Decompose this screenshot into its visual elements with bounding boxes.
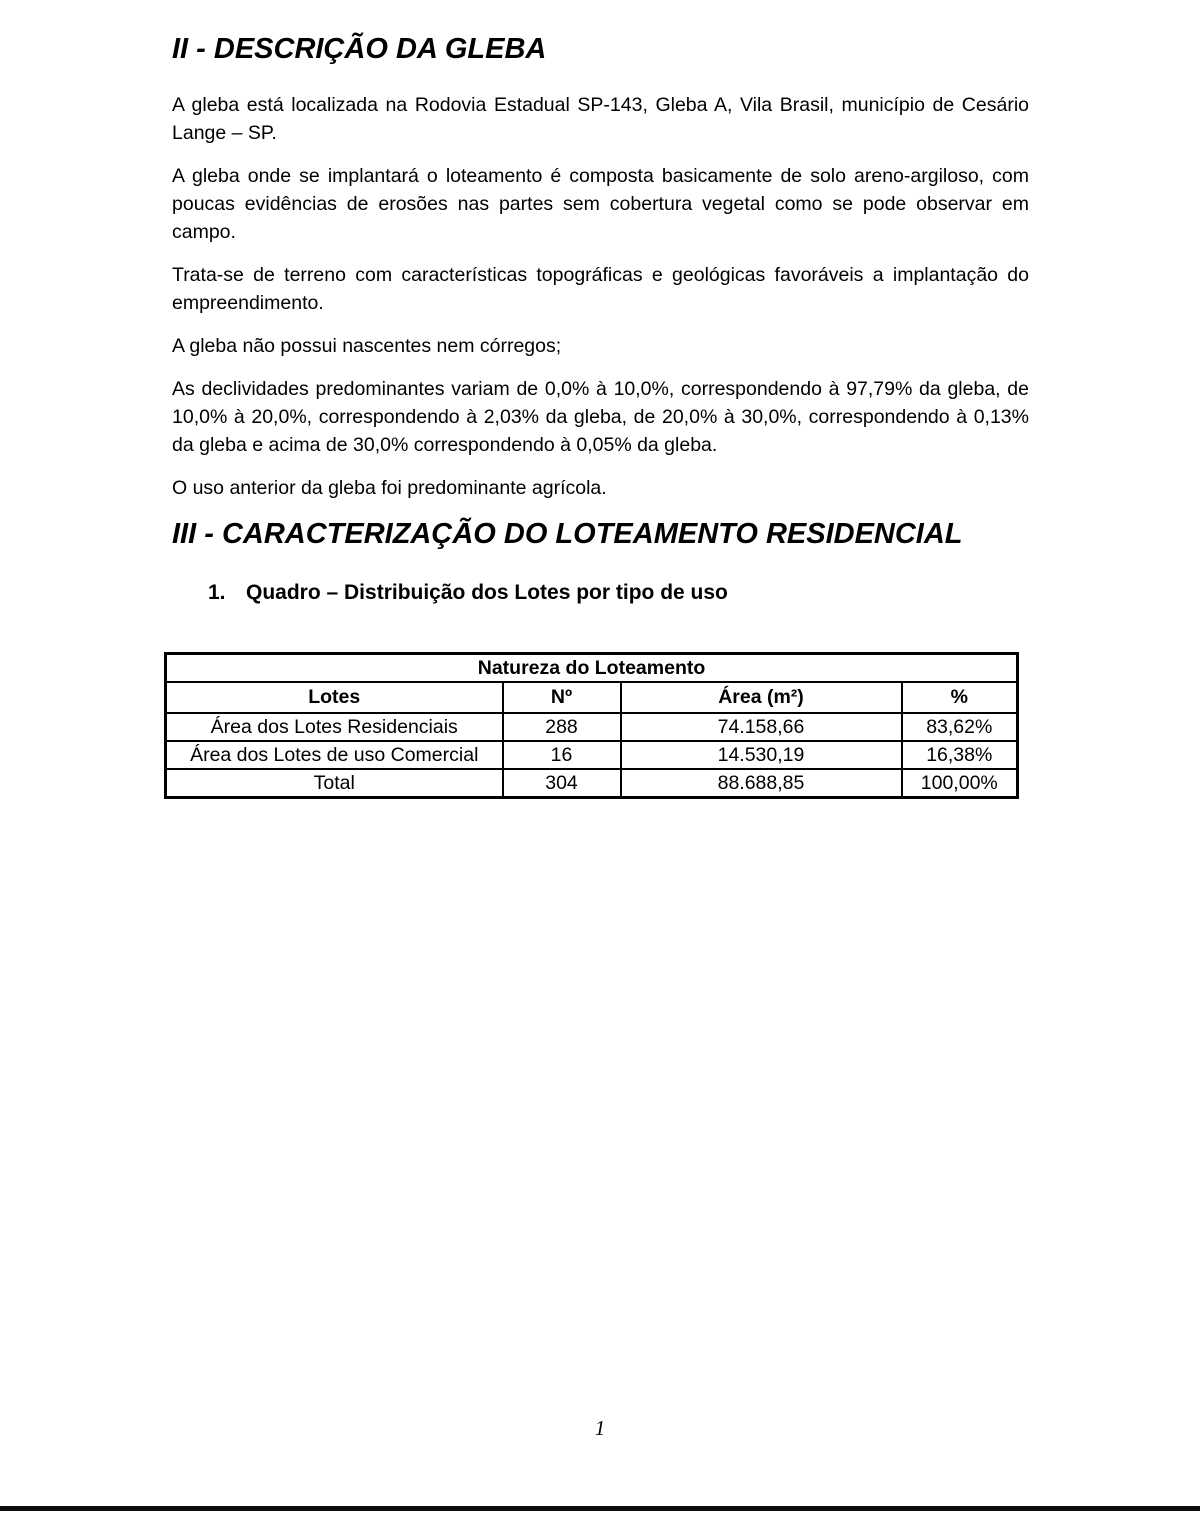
- table-cell: 100,00%: [902, 769, 1018, 798]
- section-heading-iii: III - CARACTERIZAÇÃO DO LOTEAMENTO RESIDENCIAL: [172, 518, 963, 550]
- table-cell: 74.158,66: [621, 713, 902, 741]
- document-content: [172, 0, 1029, 799]
- table-cell: Total: [166, 769, 503, 798]
- paragraph-soil: A gleba onde se implantará o loteamento é composta basicamente de solo areno-argiloso, com poucas evidências de erosões nas partes sem cobertura vegetal como se pode observar em campo.: [172, 165, 1029, 243]
- list-item-label: Quadro – Distribuição dos Lotes por tipo de uso: [246, 581, 728, 604]
- paragraph-slopes: As declividades predominantes variam de 0,0% à 10,0%, correspondendo à 97,79% da gleba, de 10,0% à 20,0%, correspondendo à 2,03% da gleba, de 20,0% à 30,0%, correspondendo à 0,13% da gleba e acima de 30,0% correspondendo à 0,05% da gleba.: [172, 378, 1029, 456]
- table-cell: 16,38%: [902, 741, 1018, 769]
- paragraph-terrain: Trata-se de terreno com características topográficas e geológicas favoráveis a implantação do empreendimento.: [172, 264, 1029, 314]
- table-title: Natureza do Loteamento: [166, 654, 1018, 683]
- table-row-total: [166, 769, 1018, 798]
- table-cell: 88.688,85: [621, 769, 902, 798]
- column-header-area: Área (m²): [621, 682, 902, 713]
- paragraph-previous-use: O uso anterior da gleba foi predominante agrícola.: [172, 477, 607, 499]
- table-cell: 16: [503, 741, 621, 769]
- column-header-lotes: Lotes: [166, 682, 503, 713]
- section-heading-ii: II - DESCRIÇÃO DA GLEBA: [172, 33, 547, 65]
- table-row-comercial: [166, 741, 1018, 769]
- table-cell: 304: [503, 769, 621, 798]
- table-cell: Área dos Lotes de uso Comercial: [166, 741, 503, 769]
- table-title-row: [166, 654, 1018, 683]
- table-cell: Área dos Lotes Residenciais: [166, 713, 503, 741]
- footer-rule: [0, 1506, 1200, 1511]
- column-header-percent: %: [902, 682, 1018, 713]
- list-item-number: 1.: [208, 581, 226, 604]
- table-cell: 83,62%: [902, 713, 1018, 741]
- table-cell: 288: [503, 713, 621, 741]
- column-header-numero: Nº: [503, 682, 621, 713]
- table-row-residenciais: [166, 713, 1018, 741]
- table-cell: 14.530,19: [621, 741, 902, 769]
- page-number: 1: [594, 1416, 606, 1440]
- paragraph-springs: A gleba não possui nascentes nem córregos;: [172, 335, 562, 357]
- list-item-quadro: [208, 579, 1029, 607]
- paragraph-location: A gleba está localizada na Rodovia Estadual SP-143, Gleba A, Vila Brasil, município de Cesário Lange – SP.: [172, 94, 1029, 144]
- lots-distribution-table: [164, 652, 1019, 799]
- table-header-row: [166, 682, 1018, 713]
